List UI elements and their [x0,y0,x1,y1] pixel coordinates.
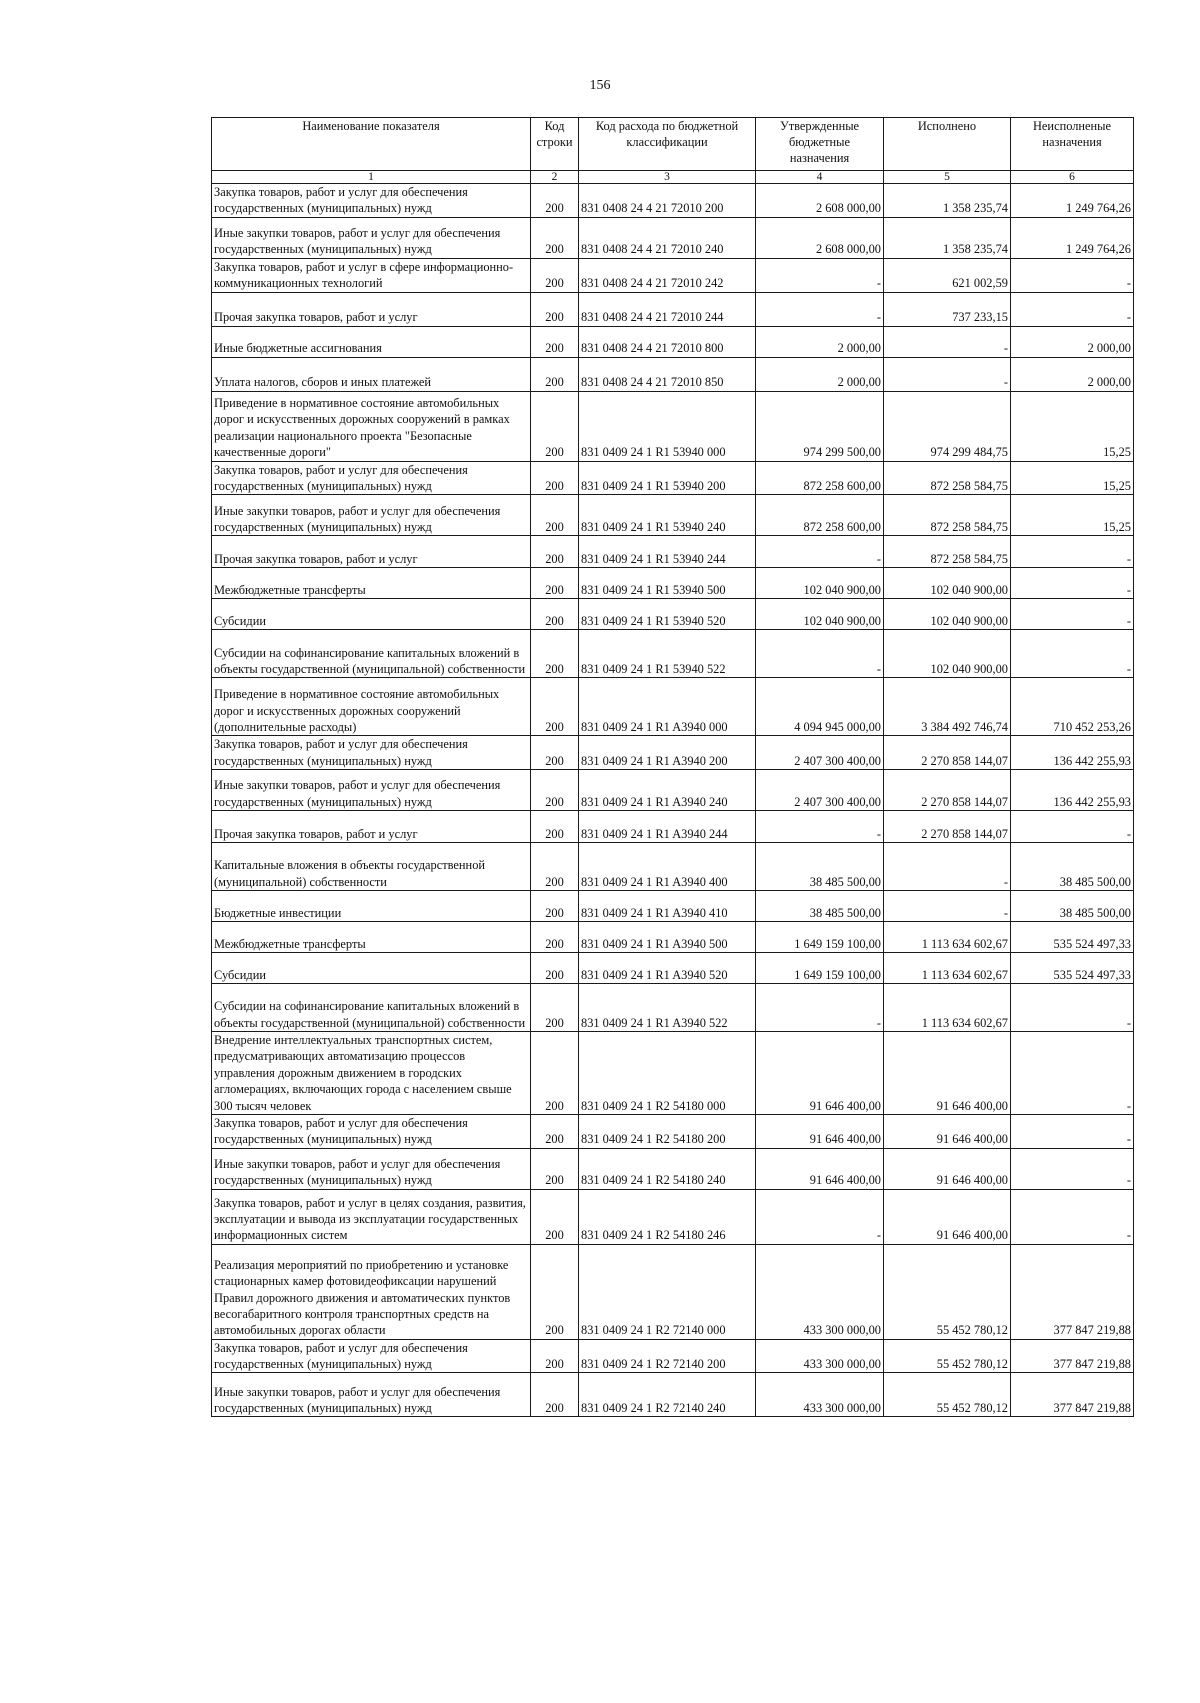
cell-budget-code: 831 0409 24 1 R2 54180 000 [579,1032,756,1115]
cell-budget-code: 831 0408 24 4 21 72010 800 [579,326,756,357]
cell-unexecuted: - [1011,536,1134,568]
table-row [212,495,1134,536]
table-row [212,326,1134,357]
cell-approved: - [756,1189,884,1244]
cell-line-code: 200 [531,599,579,630]
cell-budget-code: 831 0409 24 1 R1 A3940 240 [579,770,756,811]
cell-name: Прочая закупка товаров, работ и услуг [212,292,531,326]
cell-executed: 91 646 400,00 [884,1189,1011,1244]
cell-approved: 91 646 400,00 [756,1148,884,1189]
cell-line-code: 200 [531,536,579,568]
cell-unexecuted: - [1011,984,1134,1032]
cell-budget-code: 831 0409 24 1 R1 53940 522 [579,630,756,678]
cell-name: Закупка товаров, работ и услуг для обеспечения государственных (муниципальных) нужд [212,1339,531,1373]
table-row [212,953,1134,984]
cell-approved: 38 485 500,00 [756,891,884,922]
cell-unexecuted: 535 524 497,33 [1011,922,1134,953]
cell-unexecuted: 2 000,00 [1011,357,1134,391]
budget-execution-table [211,117,1134,1417]
cell-line-code: 200 [531,891,579,922]
cell-executed: - [884,326,1011,357]
table-row [212,1032,1134,1115]
table-row [212,1244,1134,1339]
table-row [212,678,1134,736]
cell-executed: 91 646 400,00 [884,1148,1011,1189]
cell-executed: 55 452 780,12 [884,1339,1011,1373]
cell-line-code: 200 [531,1032,579,1115]
cell-executed: 91 646 400,00 [884,1032,1011,1115]
table-row [212,1114,1134,1148]
cell-budget-code: 831 0409 24 1 R1 53940 500 [579,568,756,599]
cell-name: Закупка товаров, работ и услуг для обеспечения государственных (муниципальных) нужд [212,184,531,218]
cell-unexecuted: - [1011,1114,1134,1148]
table-row [212,1373,1134,1417]
cell-budget-code: 831 0408 24 4 21 72010 244 [579,292,756,326]
cell-executed: 2 270 858 144,07 [884,770,1011,811]
column-number: 3 [579,171,756,184]
column-header-approved: Утвержденные бюджетные назначения [756,118,884,171]
cell-executed: 872 258 584,75 [884,495,1011,536]
column-header-unexecuted: Неисполненые назначения [1011,118,1134,171]
cell-budget-code: 831 0408 24 4 21 72010 200 [579,184,756,218]
cell-executed: 55 452 780,12 [884,1244,1011,1339]
column-header-line: Код строки [531,118,579,171]
cell-budget-code: 831 0409 24 1 R2 54180 240 [579,1148,756,1189]
cell-executed: 1 358 235,74 [884,184,1011,218]
cell-approved: 102 040 900,00 [756,568,884,599]
cell-approved: 433 300 000,00 [756,1244,884,1339]
cell-line-code: 200 [531,630,579,678]
cell-line-code: 200 [531,292,579,326]
cell-approved: 91 646 400,00 [756,1114,884,1148]
cell-budget-code: 831 0409 24 1 R1 53940 240 [579,495,756,536]
cell-line-code: 200 [531,811,579,843]
cell-executed: 1 113 634 602,67 [884,953,1011,984]
cell-executed: 3 384 492 746,74 [884,678,1011,736]
column-number: 4 [756,171,884,184]
cell-approved: - [756,536,884,568]
table-row [212,184,1134,218]
cell-line-code: 200 [531,391,579,461]
cell-approved: 2 407 300 400,00 [756,736,884,770]
cell-unexecuted: - [1011,1032,1134,1115]
cell-line-code: 200 [531,953,579,984]
column-number: 2 [531,171,579,184]
cell-approved: 2 608 000,00 [756,184,884,218]
cell-budget-code: 831 0409 24 1 R1 53940 200 [579,461,756,495]
cell-budget-code: 831 0408 24 4 21 72010 850 [579,357,756,391]
cell-budget-code: 831 0408 24 4 21 72010 242 [579,258,756,292]
cell-name: Иные закупки товаров, работ и услуг для обеспечения государственных (муниципальных) нужд [212,495,531,536]
cell-name: Субсидии [212,599,531,630]
column-number-row [212,171,1134,184]
cell-unexecuted: - [1011,1189,1134,1244]
cell-line-code: 200 [531,568,579,599]
cell-budget-code: 831 0409 24 1 R1 A3940 520 [579,953,756,984]
cell-unexecuted: 377 847 219,88 [1011,1339,1134,1373]
cell-approved: 91 646 400,00 [756,1032,884,1115]
cell-line-code: 200 [531,1339,579,1373]
cell-line-code: 200 [531,1244,579,1339]
cell-approved: 2 000,00 [756,326,884,357]
cell-unexecuted: 38 485 500,00 [1011,843,1134,891]
cell-line-code: 200 [531,770,579,811]
cell-unexecuted: - [1011,1148,1134,1189]
cell-budget-code: 831 0409 24 1 R1 A3940 522 [579,984,756,1032]
table-row [212,891,1134,922]
cell-name: Внедрение интеллектуальных транспортных систем, предусматривающих автоматизацию процессов управления дорожным движением в городских агломерациях, включающих города с населением свыше 300 тысяч человек [212,1032,531,1115]
cell-budget-code: 831 0409 24 1 R1 53940 000 [579,391,756,461]
cell-approved: 2 000,00 [756,357,884,391]
cell-name: Приведение в нормативное состояние автомобильных дорог и искусственных дорожных сооружений (дополнительные расходы) [212,678,531,736]
cell-approved: - [756,258,884,292]
cell-executed: 2 270 858 144,07 [884,811,1011,843]
cell-name: Иные бюджетные ассигнования [212,326,531,357]
column-header-code: Код расхода по бюджетной классификации [579,118,756,171]
cell-executed: 2 270 858 144,07 [884,736,1011,770]
cell-approved: 2 407 300 400,00 [756,770,884,811]
cell-unexecuted: 535 524 497,33 [1011,953,1134,984]
cell-unexecuted: 377 847 219,88 [1011,1244,1134,1339]
cell-name: Уплата налогов, сборов и иных платежей [212,357,531,391]
cell-approved: - [756,984,884,1032]
cell-budget-code: 831 0409 24 1 R1 A3940 400 [579,843,756,891]
cell-executed: 1 113 634 602,67 [884,922,1011,953]
cell-line-code: 200 [531,184,579,218]
cell-unexecuted: 15,25 [1011,391,1134,461]
cell-name: Межбюджетные трансферты [212,922,531,953]
cell-name: Реализация мероприятий по приобретению и установке стационарных камер фотовидеофиксации нарушений Правил дорожного движения и автоматических пунктов весогабаритного контроля транспортных средств на автомобильных дорогах области [212,1244,531,1339]
cell-executed: 102 040 900,00 [884,630,1011,678]
cell-unexecuted: - [1011,811,1134,843]
cell-approved: 872 258 600,00 [756,461,884,495]
cell-name: Приведение в нормативное состояние автомобильных дорог и искусственных дорожных сооружений в рамках реализации национального проекта "Безопасные качественные дороги" [212,391,531,461]
table-row [212,1339,1134,1373]
table-row [212,811,1134,843]
cell-name: Прочая закупка товаров, работ и услуг [212,811,531,843]
column-number: 1 [212,171,531,184]
cell-approved: 1 649 159 100,00 [756,953,884,984]
table-row [212,217,1134,258]
table-row [212,922,1134,953]
cell-name: Субсидии [212,953,531,984]
cell-line-code: 200 [531,1114,579,1148]
column-number: 6 [1011,171,1134,184]
cell-unexecuted: 15,25 [1011,461,1134,495]
table-row [212,1148,1134,1189]
cell-name: Межбюджетные трансферты [212,568,531,599]
cell-unexecuted: - [1011,568,1134,599]
cell-line-code: 200 [531,678,579,736]
cell-unexecuted: - [1011,292,1134,326]
cell-executed: 974 299 484,75 [884,391,1011,461]
cell-name: Иные закупки товаров, работ и услуг для обеспечения государственных (муниципальных) нужд [212,217,531,258]
cell-name: Иные закупки товаров, работ и услуг для обеспечения государственных (муниципальных) нужд [212,1148,531,1189]
cell-name: Бюджетные инвестиции [212,891,531,922]
cell-executed: 1 358 235,74 [884,217,1011,258]
cell-budget-code: 831 0409 24 1 R2 72140 240 [579,1373,756,1417]
cell-unexecuted: 2 000,00 [1011,326,1134,357]
cell-unexecuted: - [1011,630,1134,678]
cell-budget-code: 831 0409 24 1 R2 72140 000 [579,1244,756,1339]
cell-line-code: 200 [531,984,579,1032]
cell-name: Закупка товаров, работ и услуг для обеспечения государственных (муниципальных) нужд [212,1114,531,1148]
cell-executed: - [884,843,1011,891]
cell-name: Прочая закупка товаров, работ и услуг [212,536,531,568]
cell-budget-code: 831 0409 24 1 R1 A3940 244 [579,811,756,843]
table-row [212,536,1134,568]
cell-approved: 2 608 000,00 [756,217,884,258]
cell-executed: - [884,357,1011,391]
cell-name: Закупка товаров, работ и услуг для обеспечения государственных (муниципальных) нужд [212,461,531,495]
cell-unexecuted: - [1011,599,1134,630]
cell-line-code: 200 [531,736,579,770]
cell-line-code: 200 [531,461,579,495]
table-row [212,292,1134,326]
page-number: 156 [589,78,611,93]
header-row [212,118,1134,171]
cell-executed: 737 233,15 [884,292,1011,326]
cell-budget-code: 831 0408 24 4 21 72010 240 [579,217,756,258]
cell-approved: 872 258 600,00 [756,495,884,536]
column-header-name: Наименование показателя [212,118,531,171]
table-row [212,1189,1134,1244]
column-number: 5 [884,171,1011,184]
table-row [212,461,1134,495]
cell-line-code: 200 [531,258,579,292]
cell-budget-code: 831 0409 24 1 R2 54180 200 [579,1114,756,1148]
cell-unexecuted: 38 485 500,00 [1011,891,1134,922]
cell-unexecuted: 136 442 255,93 [1011,770,1134,811]
cell-budget-code: 831 0409 24 1 R1 53940 520 [579,599,756,630]
cell-approved: - [756,630,884,678]
cell-line-code: 200 [531,1373,579,1417]
table-row [212,630,1134,678]
cell-approved: - [756,811,884,843]
cell-approved: 1 649 159 100,00 [756,922,884,953]
cell-unexecuted: 15,25 [1011,495,1134,536]
table-row [212,736,1134,770]
cell-name: Иные закупки товаров, работ и услуг для обеспечения государственных (муниципальных) нужд [212,1373,531,1417]
cell-name: Закупка товаров, работ и услуг для обеспечения государственных (муниципальных) нужд [212,736,531,770]
cell-executed: 55 452 780,12 [884,1373,1011,1417]
table-row [212,391,1134,461]
table-row [212,258,1134,292]
cell-name: Закупка товаров, работ и услуг в сфере информационно-коммуникационных технологий [212,258,531,292]
cell-approved: 38 485 500,00 [756,843,884,891]
cell-executed: 1 113 634 602,67 [884,984,1011,1032]
cell-line-code: 200 [531,326,579,357]
cell-line-code: 200 [531,357,579,391]
cell-unexecuted: 377 847 219,88 [1011,1373,1134,1417]
cell-line-code: 200 [531,843,579,891]
cell-unexecuted: 1 249 764,26 [1011,184,1134,218]
cell-approved: 433 300 000,00 [756,1373,884,1417]
cell-budget-code: 831 0409 24 1 R2 54180 246 [579,1189,756,1244]
cell-budget-code: 831 0409 24 1 R1 A3940 500 [579,922,756,953]
cell-executed: 102 040 900,00 [884,568,1011,599]
cell-executed: 872 258 584,75 [884,536,1011,568]
cell-executed: 872 258 584,75 [884,461,1011,495]
cell-name: Субсидии на софинансирование капитальных вложений в объекты государственной (муниципальной) собственности [212,984,531,1032]
cell-line-code: 200 [531,922,579,953]
cell-approved: 974 299 500,00 [756,391,884,461]
table-row [212,568,1134,599]
cell-line-code: 200 [531,1148,579,1189]
cell-unexecuted: - [1011,258,1134,292]
cell-approved: - [756,292,884,326]
cell-line-code: 200 [531,495,579,536]
cell-budget-code: 831 0409 24 1 R1 A3940 410 [579,891,756,922]
table-row [212,599,1134,630]
cell-line-code: 200 [531,1189,579,1244]
cell-line-code: 200 [531,217,579,258]
table-row [212,984,1134,1032]
cell-budget-code: 831 0409 24 1 R1 A3940 000 [579,678,756,736]
table-body [212,184,1134,1417]
table-row [212,770,1134,811]
cell-approved: 102 040 900,00 [756,599,884,630]
cell-name: Капитальные вложения в объекты государственной (муниципальной) собственности [212,843,531,891]
cell-name: Закупка товаров, работ и услуг в целях создания, развития, эксплуатации и вывода из эксплуатации государственных информационных систем [212,1189,531,1244]
table-row [212,357,1134,391]
table-row [212,843,1134,891]
cell-unexecuted: 710 452 253,26 [1011,678,1134,736]
cell-budget-code: 831 0409 24 1 R1 A3940 200 [579,736,756,770]
cell-executed: 91 646 400,00 [884,1114,1011,1148]
cell-executed: 102 040 900,00 [884,599,1011,630]
cell-approved: 4 094 945 000,00 [756,678,884,736]
cell-budget-code: 831 0409 24 1 R1 53940 244 [579,536,756,568]
cell-budget-code: 831 0409 24 1 R2 72140 200 [579,1339,756,1373]
cell-executed: 621 002,59 [884,258,1011,292]
column-header-executed: Исполнено [884,118,1011,171]
cell-approved: 433 300 000,00 [756,1339,884,1373]
cell-unexecuted: 1 249 764,26 [1011,217,1134,258]
cell-unexecuted: 136 442 255,93 [1011,736,1134,770]
cell-name: Иные закупки товаров, работ и услуг для обеспечения государственных (муниципальных) нужд [212,770,531,811]
cell-executed: - [884,891,1011,922]
cell-name: Субсидии на софинансирование капитальных вложений в объекты государственной (муниципальной) собственности [212,630,531,678]
